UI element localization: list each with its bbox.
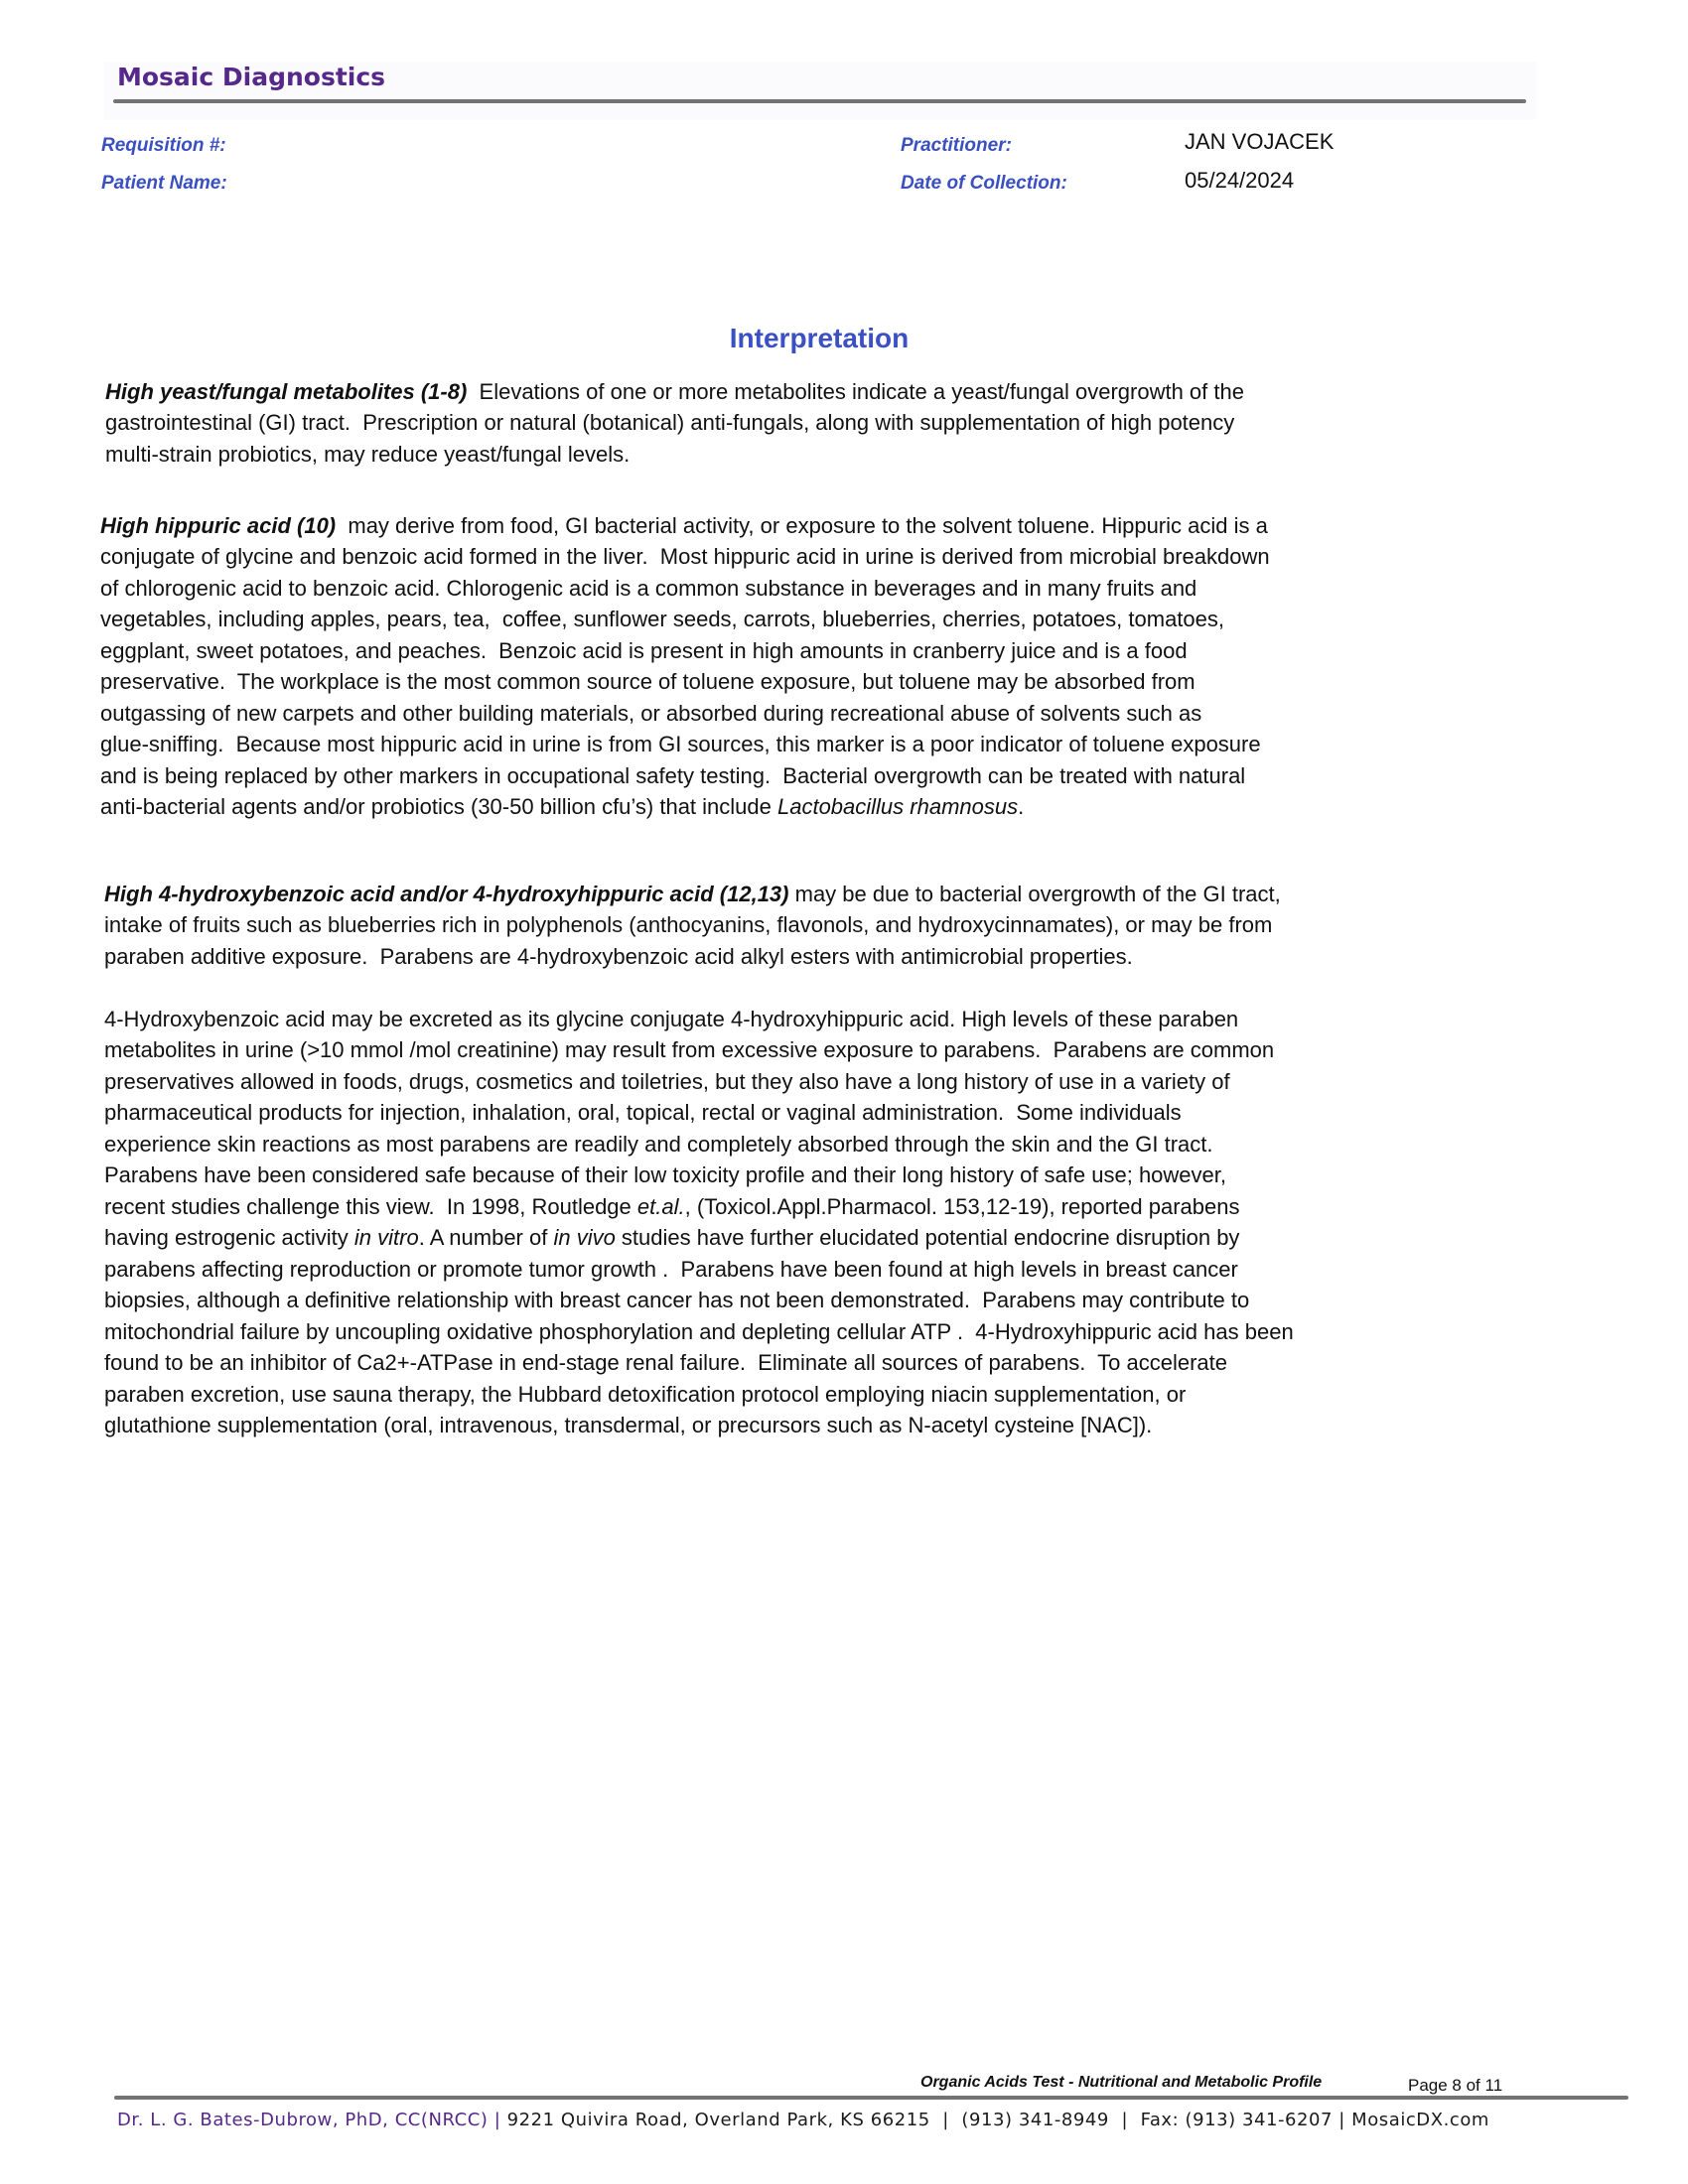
text-line <box>104 1285 1294 1316</box>
italic-term: in vitro <box>353 1225 419 1251</box>
text-line <box>104 1034 1294 1066</box>
text-segment: outgassing of new carpets and other building materials, or absorbed during recreational abuse of solvents such as <box>100 700 1202 726</box>
text-line <box>100 604 1270 635</box>
collection-date-value: 05/24/2024 <box>1185 168 1295 193</box>
text-line <box>100 729 1270 760</box>
text-segment: may derive from food, GI bacterial activity, or exposure to the solvent toluene. Hippuric acid is a <box>336 512 1268 538</box>
text-segment: found to be an inhibitor of Ca2+-ATPase in end-stage renal failure. Eliminate all sources of parabens. To accelerate <box>104 1350 1228 1376</box>
text-line <box>100 635 1270 667</box>
paragraph-hydroxybenzoic-acid <box>104 879 1281 973</box>
practitioner-value: JAN VOJACEK <box>1185 129 1335 154</box>
patient-name-label: Patient Name: <box>101 173 227 194</box>
text-line <box>104 941 1281 973</box>
text-segment: preservative. The workplace is the most common source of toluene exposure, but toluene may be absorbed from <box>100 669 1196 695</box>
text-line <box>105 376 1244 408</box>
text-segment: , (Toxicol.Appl.Pharmacol. 153,12-19), reported parabens <box>684 1193 1240 1219</box>
text-segment: paraben additive exposure. Parabens are 4-hydroxybenzoic acid alkyl esters with antimicrobial properties. <box>104 943 1133 969</box>
header-divider <box>113 99 1526 103</box>
text-line <box>104 1347 1294 1379</box>
text-segment: recent studies challenge this view. In 1998, Routledge <box>104 1193 637 1219</box>
text-segment: experience skin reactions as most parabens are readily and completely absorbed through the skin and the GI tract. <box>104 1131 1213 1157</box>
footer-address: 9221 Quivira Road, Overland Park, KS 66215 | (913) 341-8949 | Fax: (913) 341-6207 | MosaicDX.com <box>506 2110 1489 2130</box>
text-line <box>100 760 1270 792</box>
text-line <box>104 1160 1294 1191</box>
text-line <box>100 791 1270 823</box>
text-line <box>104 1316 1294 1348</box>
text-segment: preservatives allowed in foods, drugs, cosmetics and toiletries, but they also have a long history of use in a variety of <box>104 1068 1230 1094</box>
text-line <box>100 541 1270 573</box>
paragraph-yeast-fungal <box>105 376 1244 471</box>
text-line <box>100 573 1270 605</box>
paragraph-hippuric-acid <box>100 510 1270 823</box>
text-segment: studies have further elucidated potential endocrine disruption by <box>615 1225 1240 1251</box>
text-segment: gastrointestinal (GI) tract. Prescription or natural (botanical) anti-fungals, along with supplementation of high potency <box>105 410 1235 436</box>
text-line <box>100 666 1270 698</box>
text-segment: metabolites in urine (>10 mmol /mol creatinine) may result from excessive exposure to parabens. Parabens are common <box>104 1037 1275 1063</box>
requisition-label: Requisition #: <box>101 135 226 156</box>
section-heading: High yeast/fungal metabolites (1-8) <box>105 378 468 404</box>
text-segment: glue-sniffing. Because most hippuric acid in urine is from GI sources, this marker is a poor indicator of toluene exposure <box>100 732 1261 757</box>
text-line <box>100 698 1270 730</box>
footer-contact <box>117 2112 1489 2129</box>
text-line <box>104 1410 1294 1441</box>
text-line <box>104 1379 1294 1411</box>
text-segment: multi-strain probiotics, may reduce yeast/fungal levels. <box>105 441 631 467</box>
footer-report-title: Organic Acids Test - Nutritional and Metabolic Profile <box>920 2074 1323 2091</box>
text-line <box>104 909 1281 941</box>
page-title: Interpretation <box>729 323 910 353</box>
section-heading: High hippuric acid (10) <box>100 512 337 538</box>
footer-divider <box>114 2096 1628 2100</box>
text-line <box>104 879 1281 910</box>
text-segment: eggplant, sweet potatoes, and peaches. Benzoic acid is present in high amounts in cranberry juice and is a food <box>100 637 1188 663</box>
italic-term: et.al. <box>636 1193 685 1219</box>
text-segment: 4-Hydroxybenzoic acid may be excreted as its glycine conjugate 4-hydroxyhippuric acid. High levels of these paraben <box>104 1006 1239 1031</box>
text-segment: and is being replaced by other markers in occupational safety testing. Bacterial overgrowth can be treated with natural <box>100 762 1246 788</box>
text-segment: pharmaceutical products for injection, inhalation, oral, topical, rectal or vaginal administration. Some individuals <box>104 1100 1182 1126</box>
text-segment: biopsies, although a definitive relationship with breast cancer has not been demonstrated. Parabens may contribute to <box>104 1288 1250 1313</box>
brand-logo-text: Mosaic Diagnostics <box>117 63 386 91</box>
text-line <box>105 407 1244 439</box>
practitioner-label: Practitioner: <box>901 135 1012 156</box>
italic-term: in vivo <box>553 1225 616 1251</box>
text-segment: Parabens have been considered safe because of their low toxicity profile and their long history of safe use; however, <box>104 1162 1227 1188</box>
text-segment: . <box>1018 794 1025 820</box>
italic-term: Lactobacillus rhamnosus <box>776 794 1019 820</box>
text-line <box>104 1129 1294 1160</box>
collection-date-label: Date of Collection: <box>901 173 1067 194</box>
text-segment: conjugate of glycine and benzoic acid formed in the liver. Most hippuric acid in urine is derived from microbial breakdown <box>100 544 1270 570</box>
text-segment: vegetables, including apples, pears, tea, coffee, sunflower seeds, carrots, blueberries, cherries, potatoes, tomatoes, <box>100 607 1225 632</box>
text-segment: glutathione supplementation (oral, intravenous, transdermal, or precursors such as N-acetyl cysteine [NAC]). <box>104 1413 1153 1438</box>
page-number: Page 8 of 11 <box>1408 2076 1503 2095</box>
footer-doctor: Dr. L. G. Bates-Dubrow, PhD, CC(NRCC) | <box>117 2110 507 2130</box>
text-segment: paraben excretion, use sauna therapy, the Hubbard detoxification protocol employing niacin supplementation, or <box>104 1381 1187 1407</box>
text-line <box>100 510 1270 542</box>
text-segment: anti-bacterial agents and/or probiotics (30-50 billion cfu’s) that include <box>100 794 777 820</box>
text-line <box>104 1191 1294 1223</box>
text-segment: mitochondrial failure by uncoupling oxidative phosphorylation and depleting cellular ATP . 4-Hydroxyhippuric acid has been <box>104 1318 1294 1344</box>
text-line <box>105 439 1244 471</box>
text-segment: Elevations of one or more metabolites indicate a yeast/fungal overgrowth of the <box>467 378 1244 404</box>
text-segment: of chlorogenic acid to benzoic acid. Chlorogenic acid is a common substance in beverages and in many fruits and <box>100 575 1197 601</box>
text-segment: intake of fruits such as blueberries rich in polyphenols (anthocyanins, flavonols, and hydroxycinnamates), or may be from <box>104 912 1273 938</box>
text-line <box>104 1066 1294 1098</box>
text-segment: having estrogenic activity <box>104 1225 354 1251</box>
text-segment: parabens affecting reproduction or promote tumor growth . Parabens have been found at high levels in breast cancer <box>104 1256 1238 1282</box>
text-segment: . A number of <box>418 1225 554 1251</box>
text-line <box>104 1097 1294 1129</box>
text-line <box>104 1254 1294 1286</box>
section-heading: High 4-hydroxybenzoic acid and/or 4-hydroxyhippuric acid (12,13) <box>104 881 789 906</box>
paragraph-parabens <box>104 1004 1294 1441</box>
text-line <box>104 1222 1294 1254</box>
text-segment: may be due to bacterial overgrowth of the GI tract, <box>788 881 1281 906</box>
text-line <box>104 1004 1294 1035</box>
